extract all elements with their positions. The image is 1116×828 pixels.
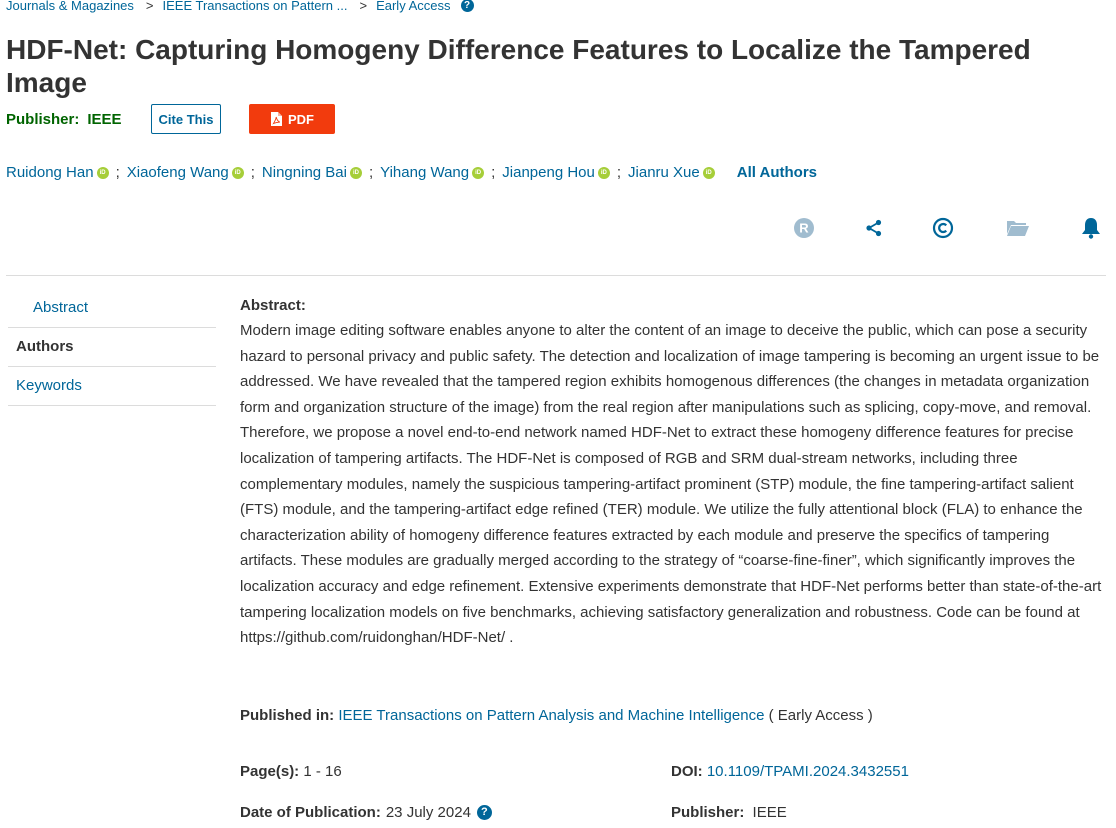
date-value: 23 July 2024 bbox=[385, 804, 471, 821]
orcid-icon[interactable]: iD bbox=[350, 167, 362, 179]
publisher-meta-label: Publisher: bbox=[671, 804, 745, 821]
breadcrumb-separator: > bbox=[359, 0, 368, 13]
pages-value: 1 - 16 bbox=[303, 763, 342, 780]
publisher-row bbox=[6, 104, 335, 134]
breadcrumb bbox=[6, 0, 474, 13]
orcid-icon[interactable]: iD bbox=[232, 167, 244, 179]
author-link[interactable]: Ruidong Han bbox=[6, 164, 94, 181]
abstract-text: Modern image editing software enables anyone to alter the content of an image to deceive the public, which can pose a security hazard to personal privacy and public safety. The detection and localization of image tampering is becoming an urgent issue to be addressed. We have revealed that the tampered region exhibits homogenous differences (the changes in metadata organization form and organization structure of the image) from the real region after manipulations such as splicing, copy-move, and removal. Therefore, we propose a novel end-to-end network named HDF-Net to extract these homogeny difference features for precise localization of tampering artifacts. The HDF-Net is composed of RGB and SRM dual-stream networks, including three complementary modules, namely the suspicious tampering-artifact prominent (STP) module, the fine tampering-artifact salient (FTS) module, and the tampering-artifact edge refined (TER) module. We utilize the fully attentional block (FLA) to enhance the characterization ability of homogeny difference features extracted by each module and preserve the specifics of tampering artifacts. These modules are gradually merged according to the strategy of “coarse-fine-finer”, which significantly improves the localization accuracy and edge refinement. Extensive experiments demonstrate that HDF-Net performs better than state-of-the-art tampering localization models on five benchmarks, achieving satisfactory generalization and robustness. Code can be found at https://github.com/ruidonghan/HDF-Net/ . bbox=[240, 322, 1102, 647]
abstract-label: Abstract: bbox=[240, 297, 306, 314]
rights-r-icon[interactable] bbox=[792, 216, 816, 240]
folder-icon[interactable] bbox=[1006, 216, 1030, 240]
abstract-section bbox=[240, 296, 1102, 651]
publisher bbox=[6, 111, 122, 128]
author-link[interactable]: Jianpeng Hou bbox=[502, 164, 595, 181]
orcid-icon[interactable]: iD bbox=[703, 167, 715, 179]
orcid-icon[interactable]: iD bbox=[598, 167, 610, 179]
side-nav-item-abstract[interactable]: Abstract bbox=[8, 289, 216, 328]
doi bbox=[671, 763, 909, 780]
pages-label: Page(s): bbox=[240, 763, 300, 780]
publisher-meta-value: IEEE bbox=[752, 804, 787, 821]
author-item bbox=[6, 164, 109, 181]
doi-link[interactable]: 10.1109/TPAMI.2024.3432551 bbox=[706, 763, 909, 780]
author-separator: ; bbox=[368, 164, 374, 181]
pdf-button[interactable] bbox=[249, 104, 335, 134]
author-separator: ; bbox=[491, 164, 496, 181]
svg-text:R: R bbox=[799, 220, 809, 236]
pages bbox=[240, 763, 342, 780]
author-item bbox=[127, 164, 244, 181]
doi-label: DOI: bbox=[671, 763, 703, 780]
question-circle-icon[interactable]: ? bbox=[461, 0, 474, 12]
side-nav bbox=[8, 289, 216, 406]
breadcrumb-journals-magazines[interactable]: Journals & Magazines bbox=[6, 0, 134, 13]
author-item bbox=[262, 164, 362, 181]
author-link[interactable]: Yihang Wang bbox=[380, 164, 470, 181]
side-nav-item-authors[interactable]: Authors bbox=[8, 328, 216, 367]
breadcrumb-separator: > bbox=[145, 0, 154, 13]
pdf-file-icon bbox=[271, 112, 282, 126]
publisher-meta bbox=[671, 804, 787, 821]
orcid-icon[interactable]: iD bbox=[97, 167, 109, 179]
article-actions bbox=[0, 216, 1116, 240]
page-title: HDF-Net: Capturing Homogeny Difference Features to Localize the Tampered Image bbox=[6, 34, 1031, 98]
published-in-label: Published in: bbox=[240, 707, 335, 724]
publisher-label: Publisher: bbox=[6, 110, 80, 128]
share-icon[interactable] bbox=[862, 216, 886, 240]
published-in bbox=[240, 707, 873, 724]
author-item bbox=[502, 164, 610, 181]
author-list bbox=[6, 164, 817, 181]
publisher-value: IEEE bbox=[87, 110, 122, 128]
all-authors-link[interactable]: All Authors bbox=[736, 164, 818, 181]
side-nav-item-keywords[interactable]: Keywords bbox=[8, 367, 216, 406]
published-in-status: ( Early Access ) bbox=[768, 707, 873, 724]
cite-this-button[interactable]: Cite This bbox=[151, 104, 222, 134]
author-item bbox=[380, 164, 484, 181]
orcid-icon[interactable]: iD bbox=[472, 167, 484, 179]
author-link[interactable]: Ningning Bai bbox=[261, 164, 347, 181]
author-item bbox=[628, 164, 715, 181]
copyright-icon[interactable] bbox=[931, 216, 955, 240]
author-link[interactable]: Jianru Xue bbox=[628, 164, 700, 181]
author-separator: ; bbox=[250, 164, 255, 181]
pdf-button-label: PDF bbox=[287, 111, 314, 127]
date-label: Date of Publication: bbox=[240, 804, 381, 821]
author-separator: ; bbox=[115, 164, 120, 181]
bell-icon[interactable] bbox=[1079, 216, 1103, 240]
breadcrumb-early-access[interactable]: Early Access bbox=[376, 0, 451, 13]
question-circle-icon[interactable]: ? bbox=[477, 805, 492, 820]
author-link[interactable]: Xiaofeng Wang bbox=[126, 164, 229, 181]
date-of-publication bbox=[240, 804, 492, 821]
author-separator: ; bbox=[616, 164, 622, 181]
breadcrumb-journal[interactable]: IEEE Transactions on Pattern ... bbox=[162, 0, 348, 13]
published-in-journal-link[interactable]: IEEE Transactions on Pattern Analysis and Machine Intelligence bbox=[338, 707, 765, 724]
divider bbox=[6, 275, 1106, 276]
